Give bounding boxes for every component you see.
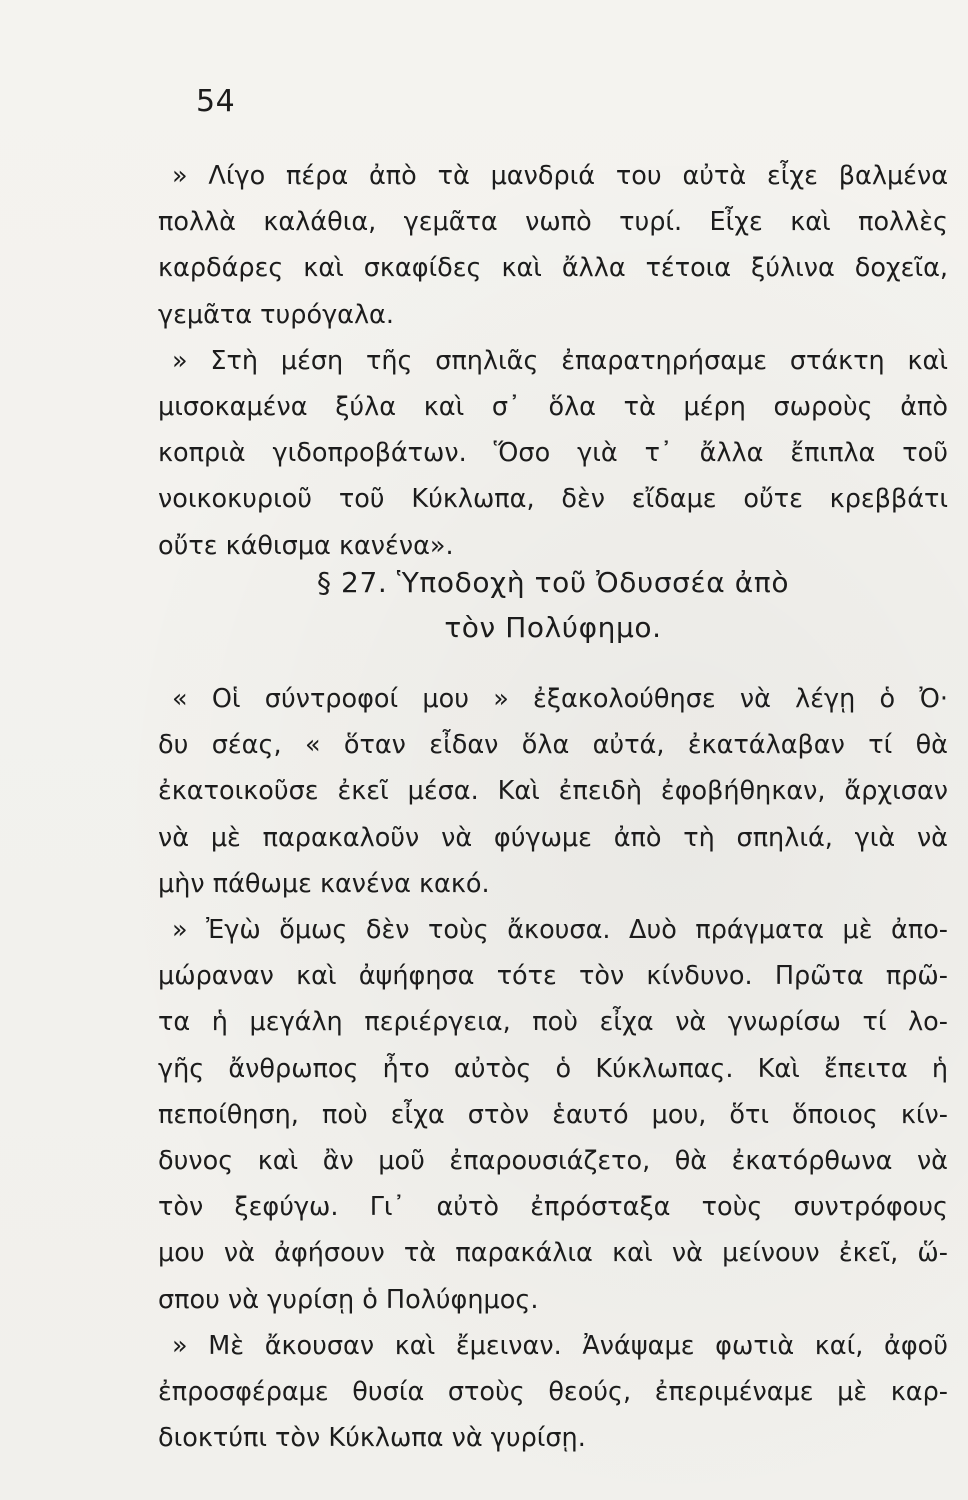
text-line: μώραναν καὶ ἀψήφησα τότε τὸν κίνδυνο. Πρῶτα πρῶ- bbox=[158, 961, 948, 992]
text-line: οὔτε κάθισμα κανένα». bbox=[158, 530, 454, 561]
text-line: « Οἱ σύντροφοί μου » ἐξακολούθησε νὰ λέγῃ ὁ Ὀ· bbox=[172, 684, 948, 714]
text-line: πολλὰ καλάθια, γεμᾶτα νωπὸ τυρί. Εἶχε καὶ πολλὲς bbox=[158, 207, 948, 238]
text-line: ἐπροσφέραμε θυσία στοὺς θεούς, ἐπεριμέναμε μὲ καρ- bbox=[158, 1377, 948, 1408]
text-line: τα ἡ μεγάλη περιέργεια, ποὺ εἶχα νὰ γνωρίσω τί λο- bbox=[158, 1007, 948, 1038]
text-line: γεμᾶτα τυρόγαλα. bbox=[158, 299, 394, 330]
text-line: διοκτύπι τὸν Κύκλωπα νὰ γυρίσῃ. bbox=[158, 1423, 586, 1454]
section-heading-line-2: τὸν Πολύφημο. bbox=[444, 611, 662, 644]
text-line: πεποίθηση, ποὺ εἶχα στὸν ἑαυτό μου, ὅτι ὅποιος κίν- bbox=[158, 1099, 948, 1130]
text-line: » Λίγο πέρα ἀπὸ τὰ μανδριά του αὐτὰ εἶχε βαλμένα bbox=[172, 161, 948, 191]
text-line: γῆς ἄνθρωπος ἦτο αὐτὸς ὁ Κύκλωπας. Καὶ ἔπειτα ἡ bbox=[158, 1053, 948, 1084]
paragraph-block-2 bbox=[158, 676, 948, 1461]
section-heading-line-1: § 27. Ὑποδοχὴ τοῦ Ὀδυσσέα ἀπὸ bbox=[316, 566, 790, 599]
text-line: ἐκατοικοῦσε ἐκεῖ μέσα. Καὶ ἐπειδὴ ἐφοβήθηκαν, ἄρχισαν bbox=[158, 776, 948, 807]
text-line: » Μὲ ἄκουσαν καὶ ἔμειναν. Ἀνάψαμε φωτιὰ καί, ἀφοῦ bbox=[172, 1330, 948, 1361]
text-line: νὰ μὲ παρακαλοῦν νὰ φύγωμε ἀπὸ τὴ σπηλιά, γιὰ νὰ bbox=[158, 822, 948, 853]
page-number: 54 bbox=[196, 84, 236, 119]
text-line: μισοκαμένα ξύλα καὶ σ᾿ ὅλα τὰ μέρη σωροὺς ἀπὸ bbox=[158, 392, 948, 423]
text-line: τὸν ξεφύγω. Γι᾿ αὐτὸ ἐπρόσταξα τοὺς συντρόφους bbox=[158, 1192, 948, 1223]
text-line: μου νὰ ἀφήσουν τὰ παρακάλια καὶ νὰ μείνουν ἐκεῖ, ὥ- bbox=[158, 1238, 948, 1269]
text-line: δυ σέας, « ὅταν εἶδαν ὅλα αὐτά, ἐκατάλαβαν τί θὰ bbox=[158, 730, 948, 761]
text-line: μὴν πάθωμε κανένα κακό. bbox=[158, 868, 490, 899]
text-line: καρδάρες καὶ σκαφίδες καὶ ἄλλα τέτοια ξύλινα δοχεῖα, bbox=[158, 253, 948, 284]
text-line: νοικοκυριοῦ τοῦ Κύκλωπα, δὲν εἴδαμε οὔτε κρεββάτι bbox=[158, 484, 948, 515]
paragraph-block-1 bbox=[158, 153, 948, 569]
section-heading bbox=[158, 560, 948, 650]
text-line: » Στὴ μέση τῆς σπηλιᾶς ἐπαρατηρήσαμε στάκτη καὶ bbox=[172, 345, 948, 376]
text-line: δυνος καὶ ἂν μοῦ ἐπαρουσιάζετο, θὰ ἐκατόρθωνα νὰ bbox=[158, 1146, 948, 1177]
text-line: σπου νὰ γυρίσῃ ὁ Πολύφημος. bbox=[158, 1284, 539, 1315]
text-line: » Ἐγὼ ὅμως δὲν τοὺς ἄκουσα. Δυὸ πράγματα μὲ ἀπο- bbox=[172, 915, 948, 946]
text-line: κοπριὰ γιδοπροβάτων. Ὅσο γιὰ τ᾿ ἄλλα ἔπιπλα τοῦ bbox=[158, 438, 948, 469]
